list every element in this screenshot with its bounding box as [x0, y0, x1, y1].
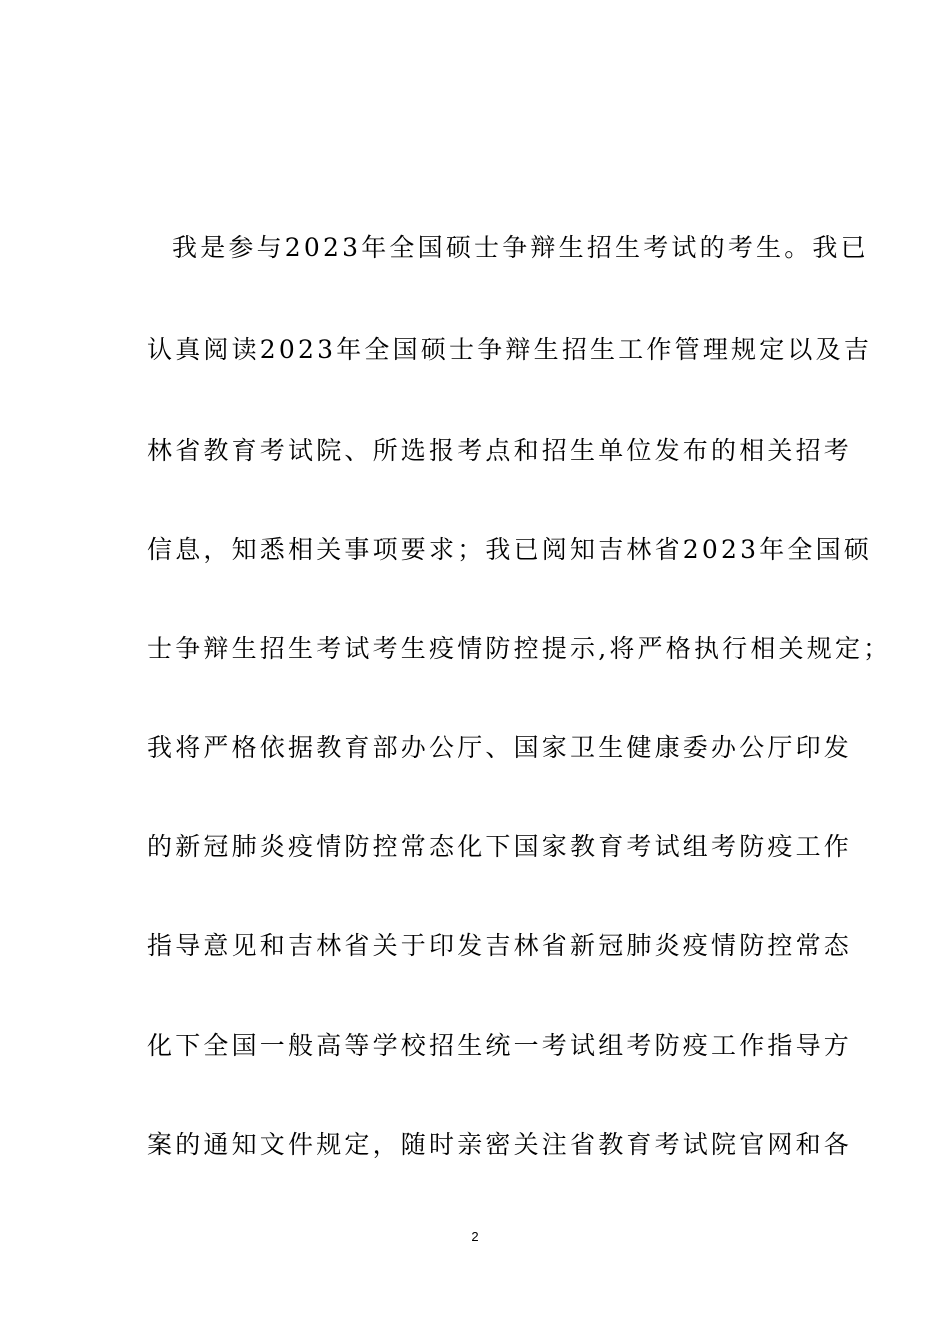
- paragraph-line-1: 我是参与2023年全国硕士争辩生招生考试的考生。我已: [172, 233, 869, 262]
- paragraph-line-3: 林省教育考试院、所选报考点和招生单位发布的相关招考: [147, 436, 853, 465]
- paragraph-line-8: 指导意见和吉林省关于印发吉林省新冠肺炎疫情防控常态: [147, 931, 853, 960]
- paragraph-line-4: 信息，知悉相关事项要求；我已阅知吉林省2023年全国硕: [147, 535, 873, 564]
- paragraph-line-10: 案的通知文件规定，随时亲密关注省教育考试院官网和各: [147, 1130, 853, 1159]
- paragraph-line-7: 的新冠肺炎疫情防控常态化下国家教育考试组考防疫工作: [147, 832, 853, 861]
- page-number: 2: [471, 1229, 479, 1244]
- paragraph-line-6: 我将严格依据教育部办公厅、国家卫生健康委办公厅印发: [147, 733, 853, 762]
- paragraph-line-9: 化下全国一般高等学校招生统一考试组考防疫工作指导方: [147, 1031, 853, 1060]
- paragraph-line-2: 认真阅读2023年全国硕士争辩生招生工作管理规定以及吉: [147, 335, 873, 364]
- paragraph-line-5: 士争辩生招生考试考生疫情防控提示,将严格执行相关规定；: [147, 634, 892, 663]
